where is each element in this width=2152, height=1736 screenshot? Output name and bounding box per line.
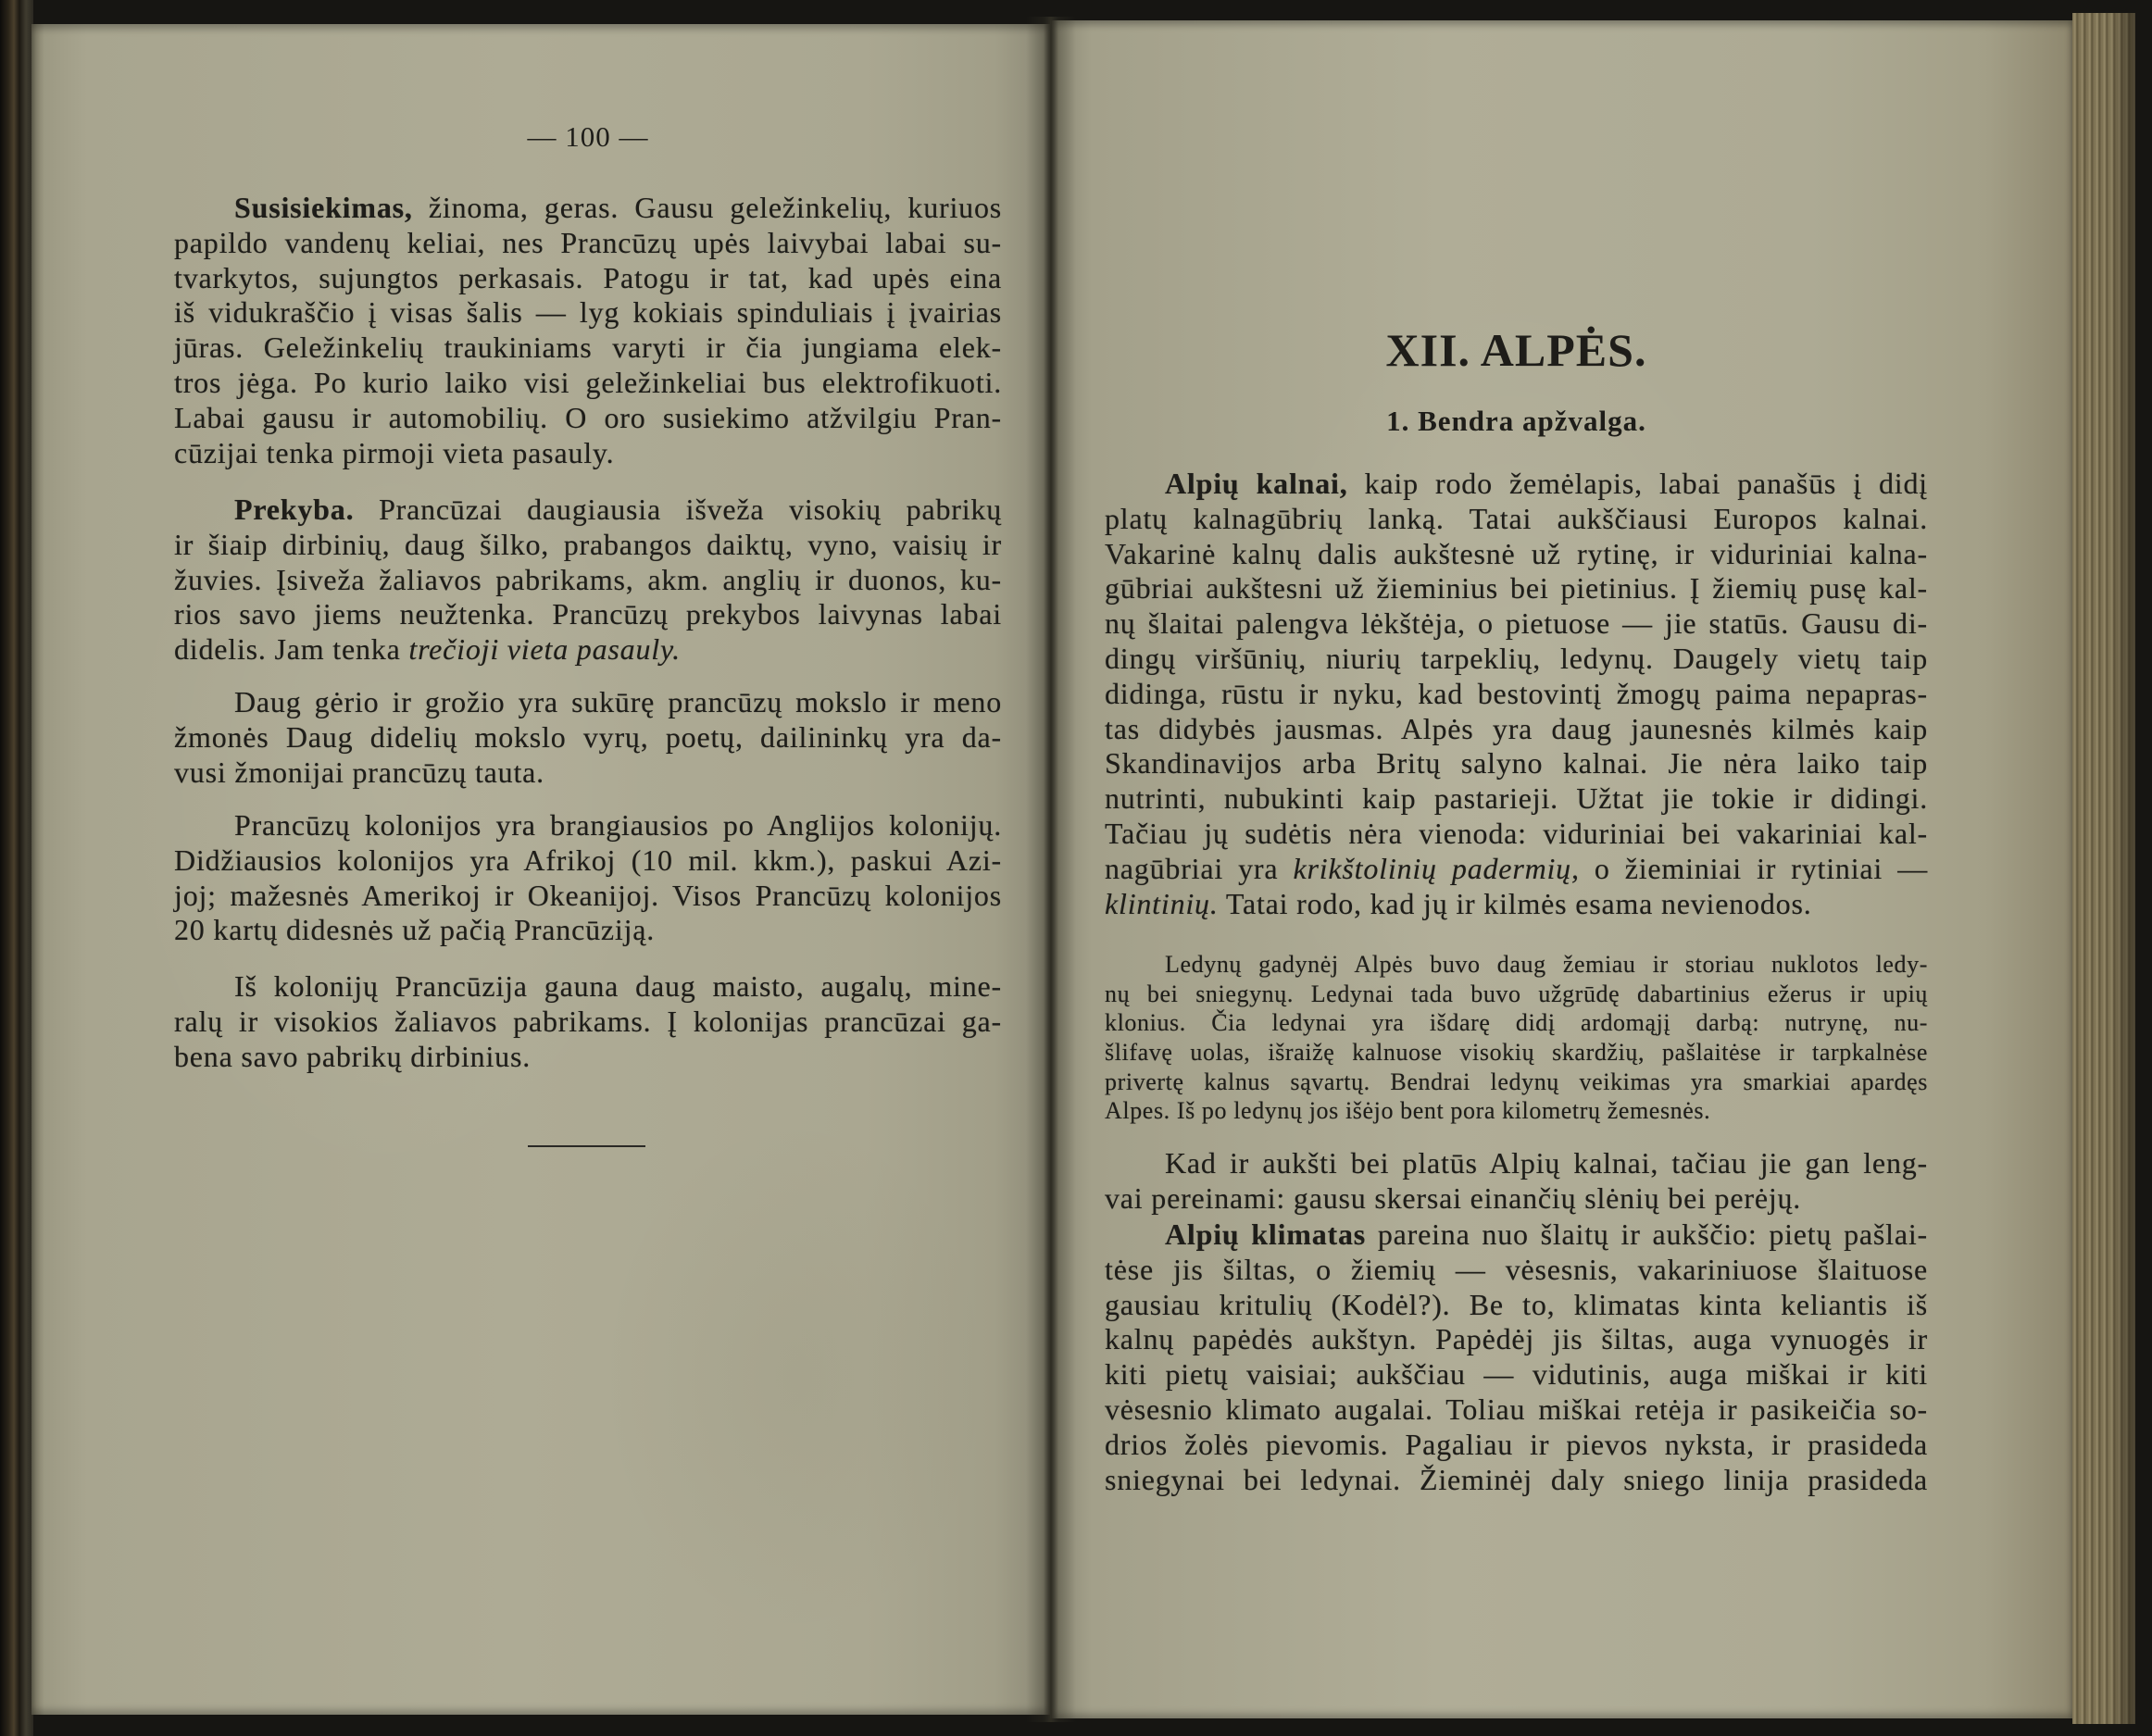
text-line: Tačiau jų sudėtis nėra vienoda: viduriniai bei vakariniai kal- — [1105, 816, 1928, 850]
text-line: klonius. Čia ledynai yra išdarę didį ardomąjį darbą: nutrynę, nu- — [1105, 1009, 1928, 1037]
text-line: vusi žmonijai prancūzų tauta. — [174, 755, 544, 789]
text-line: bena savo pabrikų dirbinius. — [174, 1039, 531, 1073]
text-line: tvarkytos, sujungtos perkasais. Patogu ir tat, kad upės eina — [174, 260, 1002, 294]
text-line: žuvies. Įsiveža žaliavos pabrikams, akm. anglių ir duonos, ku- — [174, 562, 1002, 596]
text-line: Didžiausios kolonijos yra Afrikoj (10 mil. kkm.), paskui Azi- — [174, 843, 1002, 877]
italic-text: krikštolinių padermių, — [1293, 851, 1580, 885]
text-line — [174, 191, 1002, 226]
right-page — [1050, 20, 2072, 1718]
text-line: tėse jis šiltas, o žiemių — vėsesnis, vakariniuose šlaituose — [1105, 1252, 1928, 1286]
text-line: vai pereinami: gausu skersai einančių slėnių bei perėjų. — [1105, 1180, 1802, 1215]
text-run: didelis. Jam tenka — [174, 632, 409, 667]
bold-text: Susisiekimas, — [234, 191, 413, 224]
text-line: Skandinavijos arba Britų salyno kalnai. Jie nėra laiko taip — [1105, 746, 1928, 781]
text-line: didinga, rūstu ir nyku, kad bestovintį žmogų paima nepapras- — [1105, 676, 1928, 710]
text-line: rios savo jiems neužtenka. Prancūzų prekybos laivynas labai — [174, 597, 1002, 631]
left-page — [31, 24, 1050, 1715]
text-line: nų bei sniegynų. Ledynai tada buvo užgrūdę dabartinius ežerus ir upių — [1105, 980, 1928, 1007]
book-cover-edge — [0, 0, 33, 1736]
text-line: cūzijai tenka pirmoji vieta pasauly. — [174, 435, 615, 469]
text-line: Alpes. Iš po ledynų jos išėjo bent pora kilometrų žemesnės. — [1105, 1097, 1711, 1125]
page-edges — [2072, 13, 2135, 1724]
text-line: gausiau kritulių (Kodėl?). Be to, klimatas kinta keliantis iš — [1105, 1287, 1928, 1321]
book-gutter — [1026, 17, 1076, 1722]
text-line: kiti pietų vaisiai; aukščiau — vidutinis, auga miškai ir kiti — [1105, 1357, 1928, 1392]
page-number: — 100 — — [527, 120, 649, 153]
text-line: Kad ir aukšti bei platūs Alpių kalnai, tačiau jie gan leng- — [1165, 1146, 1928, 1180]
text-run: o žieminiai ir rytiniai — — [1579, 851, 1928, 885]
bold-text: Alpių klimatas — [1165, 1218, 1367, 1251]
text-line — [1105, 852, 1928, 887]
section-end-rule — [528, 1145, 645, 1147]
paragraph-transport — [174, 191, 1002, 470]
text-line: papildo vandenų keliai, nes Prancūzų upės laivybai labai su- — [174, 225, 1002, 259]
paragraph-climate — [1105, 1218, 1928, 1497]
text-run: Prancūzai daugiausia išveža visokių pabrikų — [354, 493, 1002, 526]
italic-text: trečioji vieta pasauly. — [408, 632, 681, 667]
text-line: nutrinti, nubukinti kaip pastarieji. Užtat jie tokie ir didingi. — [1105, 781, 1928, 816]
text-run: pareina nuo šlaitų ir aukščio: pietų pašlai- — [1366, 1218, 1928, 1251]
text-line: Vakarinė kalnų dalis aukštesnė už rytinę, ir viduriniai kalna- — [1105, 536, 1928, 570]
text-run: žinoma, geras. Gausu geležinkelių, kuriuos — [412, 191, 1002, 224]
paragraph-passes — [1105, 1146, 1928, 1217]
text-line: gūbriai aukštesni už žieminius bei pietinius. Į žiemių pusę kal- — [1105, 571, 1928, 606]
text-line — [174, 493, 1002, 528]
text-line — [174, 632, 1002, 668]
paragraph-science — [174, 685, 1002, 790]
text-line: joj; mažesnės Amerikoj ir Okeanijoj. Visos Prancūzų kolonijos — [174, 878, 1002, 912]
text-line — [1105, 887, 1928, 922]
section-title: 1. Bendra apžvalga. — [1386, 405, 1646, 437]
text-line: tas didybės jausmas. Alpės yra daug jaunesnės kilmės kaip — [1105, 711, 1928, 745]
paragraph-colonies — [174, 808, 1002, 948]
bold-text: Alpių kalnai, — [1165, 467, 1348, 500]
text-line: Ledynų gadynėj Alpės buvo daug žemiau ir storiau nuklotos ledy- — [1165, 951, 1928, 978]
text-line — [1105, 467, 1928, 502]
text-line — [1105, 1218, 1928, 1253]
text-line: Prancūzų kolonijos yra brangiausios po Anglijos kolonijų. — [234, 808, 1002, 842]
paragraph-colony-trade — [174, 969, 1002, 1074]
text-line: Daug gėrio ir grožio yra sukūrę prancūzų mokslo ir meno — [234, 685, 1002, 718]
text-line: šlifavę uolas, išraižę kalnuose visokių skardžių, pašlaitėse ir tarpkalnėse — [1105, 1039, 1928, 1067]
text-line: dingų viršūnių, niurių tarpeklių, ledynų. Daugely vietų taip — [1105, 641, 1928, 675]
text-run: kaip rodo žemėlapis, labai panašūs į didį — [1347, 467, 1928, 500]
small-print-note — [1105, 950, 1928, 1126]
text-line: tros jėga. Po kurio laiko visi geležinkeliai bus elektrofikuoti. — [174, 365, 1002, 399]
text-line: vėsesnio klimato augalai. Toliau miškai retėja ir pasikeičia so- — [1105, 1392, 1928, 1426]
text-line: nų šlaitai palengva lėkštėja, o pietuose — jie statūs. Gausu di- — [1105, 606, 1928, 641]
text-line: 20 kartų didesnės už pačią Prancūziją. — [174, 913, 656, 947]
italic-text: klintinių. — [1105, 886, 1219, 920]
text-line: Labai gausu ir automobilių. O oro susiekimo atžvilgiu Pran- — [174, 400, 1002, 434]
text-line: jūras. Geležinkelių traukiniams varyti ir čia jungiama elek- — [174, 331, 1002, 365]
paragraph-alps-mountains — [1105, 467, 1928, 921]
text-line: sniegynai bei ledynai. Žieminėj daly sniego linija prasideda — [1105, 1462, 1928, 1496]
paragraph-trade — [174, 493, 1002, 668]
text-line: Iš kolonijų Prancūzija gauna daug maisto, augalų, mine- — [234, 969, 1002, 1003]
text-line: iš vidukraščio į visas šalis — lyg kokiais spinduliais į įvairias — [174, 295, 1002, 330]
text-line: ralų ir visokios žaliavos pabrikams. Į kolonijas prancūzai ga- — [174, 1004, 1002, 1038]
text-line: žmonės Daug didelių mokslo vyrų, poetų, dailininkų yra da- — [174, 719, 1002, 754]
text-line: platų kalnagūbrių lanką. Tatai aukščiausi Europos kalnai. — [1105, 501, 1928, 535]
chapter-title: XII. ALPĖS. — [1385, 324, 1647, 376]
text-line: kalnų papėdės aukštyn. Papėdėj jis šiltas, auga vynuogės ir — [1105, 1322, 1928, 1356]
text-line: drios žolės pievomis. Pagaliau ir pievos nyksta, ir prasideda — [1105, 1427, 1928, 1461]
text-run: Tatai rodo, kad jų ir kilmės esama nevienodos. — [1218, 886, 1812, 920]
text-line: ir šiaip dirbinių, daug šilko, prabangos daiktų, vyno, vaisių ir — [174, 527, 1002, 561]
text-run: nagūbriai yra — [1105, 851, 1294, 885]
bold-text: Prekyba. — [234, 493, 355, 526]
text-line: privertę kalnus sąvartų. Bendrai ledynų veikimas yra smarkiai apardęs — [1105, 1068, 1928, 1095]
